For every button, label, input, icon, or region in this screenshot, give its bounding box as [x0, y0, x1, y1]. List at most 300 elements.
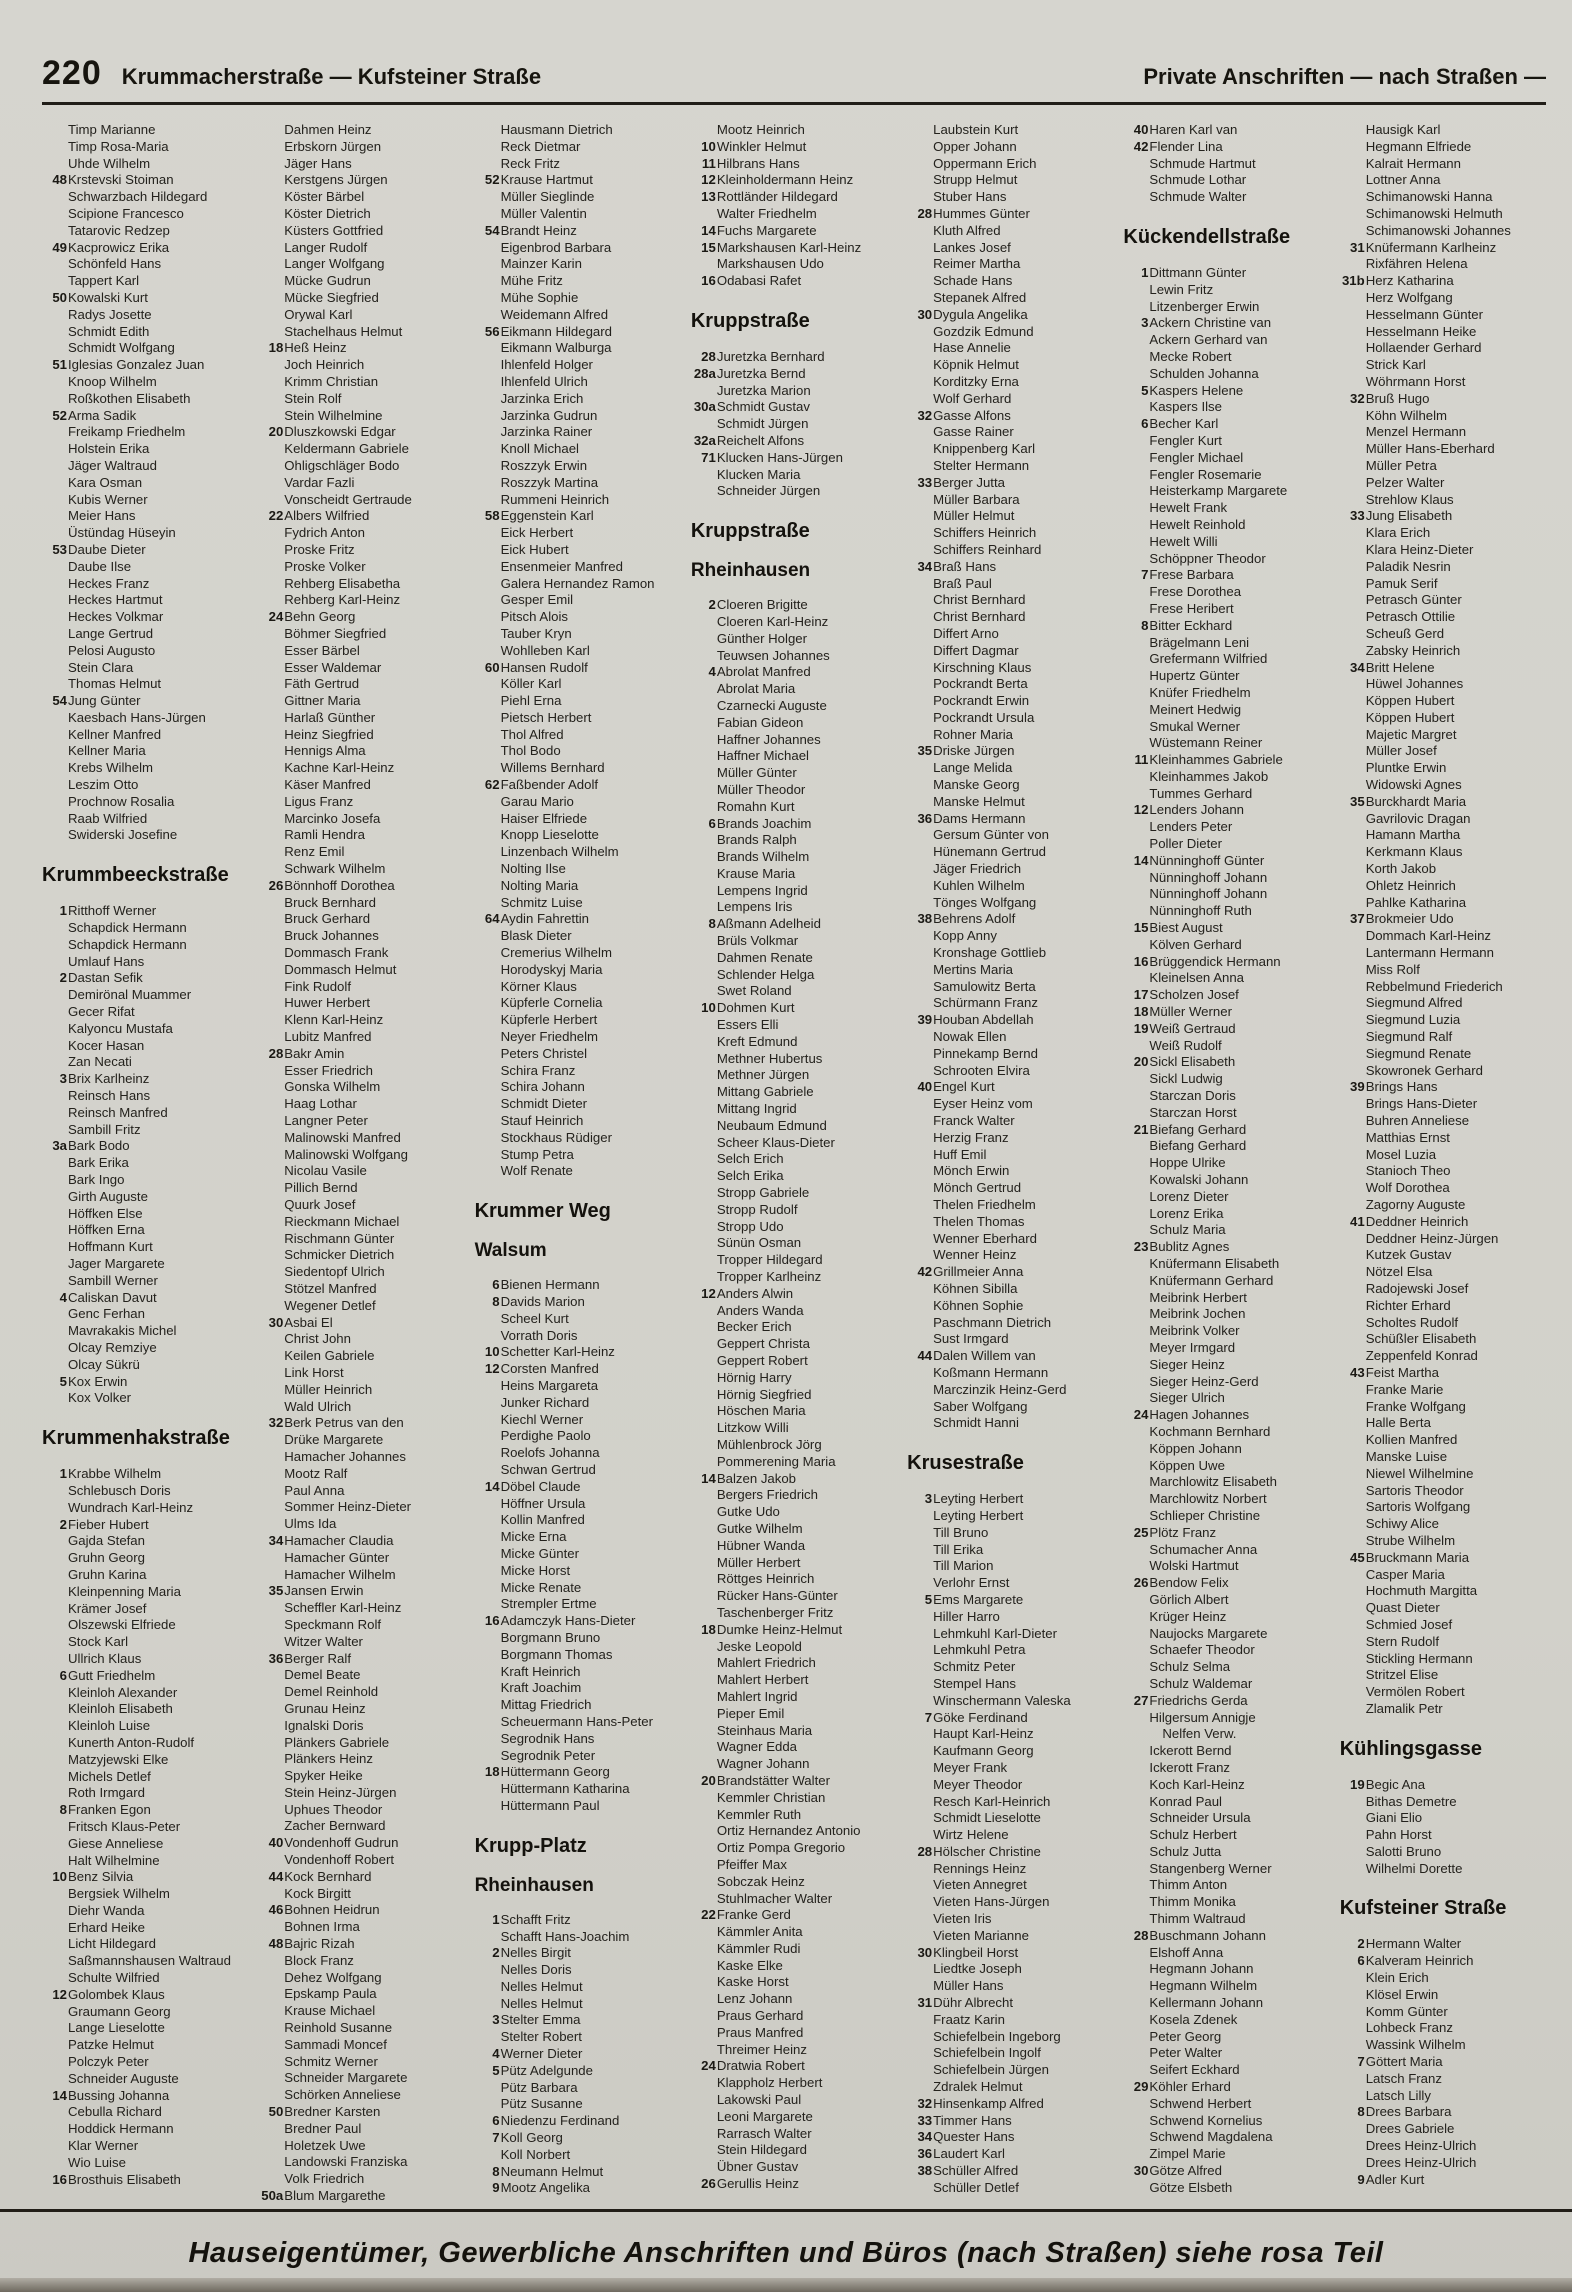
entry — [475, 223, 681, 240]
house-number — [42, 727, 67, 744]
resident-name: Girth Auguste — [68, 1188, 148, 1204]
resident-name: Nötzel Elsa — [1365, 1264, 1433, 1280]
entry — [42, 1256, 248, 1273]
entry — [42, 1853, 248, 1870]
resident-name: Asbai El — [284, 1314, 333, 1330]
resident-name: Müller Werner — [1149, 1004, 1232, 1020]
resident-name: Bredner Karsten — [284, 2104, 381, 2120]
entry — [691, 1504, 897, 1521]
resident-name: Schmude Hartmut — [1149, 155, 1256, 171]
entry — [42, 2071, 248, 2088]
entry — [1340, 559, 1546, 576]
resident-name: Kellner Manfred — [68, 726, 162, 742]
resident-name: Stelter Emma — [500, 2012, 581, 2028]
house-number — [691, 1504, 716, 1521]
entry — [907, 844, 1113, 861]
resident-name: Vieten Hans-Jürgen — [933, 1894, 1050, 1910]
resident-name: Kleinhammes Gabriele — [1149, 752, 1283, 768]
resident-name: Göke Ferdinand — [933, 1709, 1028, 1725]
entry — [691, 1672, 897, 1689]
house-number — [42, 1054, 67, 1071]
house-number — [258, 1063, 283, 1080]
resident-name: Feist Martha — [1365, 1364, 1439, 1380]
entry — [1340, 1415, 1546, 1432]
house-number: 31 — [917, 1995, 933, 2011]
resident-name: Kopp Anny — [933, 928, 997, 944]
entry — [258, 1567, 464, 1584]
house-number — [691, 1605, 716, 1622]
resident-name: Hausmann Dietrich — [500, 122, 613, 137]
resident-name: Hermann Walter — [1365, 1936, 1462, 1952]
entry — [1340, 189, 1546, 206]
house-number — [1340, 1197, 1365, 1214]
resident-name: Peters Christel — [500, 1045, 588, 1061]
entry — [1123, 1525, 1329, 1542]
resident-name: Geppert Christa — [716, 1336, 810, 1352]
resident-name: Olcay Remziye — [68, 1339, 157, 1355]
resident-name: Gutke Udo — [716, 1504, 780, 1520]
house-number — [691, 698, 716, 715]
house-number — [258, 1298, 283, 1315]
resident-name: Bublitz Agnes — [1149, 1239, 1230, 1255]
house-number — [475, 576, 500, 593]
resident-name: Lempens Iris — [716, 899, 793, 915]
entry — [1340, 424, 1546, 441]
entry — [691, 1807, 897, 1824]
entry — [691, 1151, 897, 1168]
house-number — [1123, 1374, 1148, 1391]
entry — [258, 1113, 464, 1130]
resident-name: Strehlow Klaus — [1365, 491, 1454, 507]
house-number — [1123, 1794, 1148, 1811]
house-number — [42, 256, 67, 273]
resident-name: Kluth Alfred — [933, 222, 1001, 238]
entry — [475, 1079, 681, 1096]
house-number — [258, 1768, 283, 1785]
resident-name: Menzel Hermann — [1365, 424, 1467, 440]
house-number — [1340, 592, 1365, 609]
entry — [258, 1214, 464, 1231]
resident-name: Pockrandt Ursula — [933, 709, 1035, 725]
house-number — [475, 189, 500, 206]
entry — [1340, 1096, 1546, 1113]
resident-name: Demirönal Muammer — [68, 987, 192, 1003]
house-number — [258, 1667, 283, 1684]
entry — [1123, 450, 1329, 467]
entry — [258, 374, 464, 391]
entry — [42, 1886, 248, 1903]
resident-name: Kaske Elke — [716, 1957, 783, 1973]
entry — [1123, 1676, 1329, 1693]
entry — [1340, 475, 1546, 492]
house-number: 8 — [708, 916, 716, 932]
entry — [42, 1970, 248, 1987]
house-number — [42, 1038, 67, 1055]
entry — [42, 307, 248, 324]
entry — [1340, 1197, 1546, 1214]
resident-name: Engel Kurt — [933, 1079, 995, 1095]
entry — [691, 1437, 897, 1454]
entry — [907, 1659, 1113, 1676]
entry — [475, 1328, 681, 1345]
entry — [475, 1445, 681, 1462]
house-number — [1340, 945, 1365, 962]
resident-name: Käser Manfred — [284, 777, 371, 793]
resident-name: Wegener Detlef — [284, 1297, 376, 1313]
entry — [907, 1382, 1113, 1399]
entry — [258, 1970, 464, 1987]
resident-name: Hüttermann Katharina — [500, 1781, 630, 1797]
resident-name: Hünemann Gertrud — [933, 844, 1047, 860]
house-number — [1340, 626, 1365, 643]
resident-name: Lenz Johann — [716, 1991, 793, 2007]
entry — [258, 626, 464, 643]
house-number — [258, 2054, 283, 2071]
entry — [1123, 1357, 1329, 1374]
house-number — [907, 844, 932, 861]
resident-name: Eyser Heinz vom — [933, 1096, 1033, 1112]
resident-name: Quurk Josef — [284, 1197, 356, 1212]
resident-name: Umlauf Hans — [68, 953, 145, 969]
resident-name: Strupp Helmut — [933, 172, 1018, 188]
resident-name: Klara Erich — [1365, 525, 1431, 541]
house-number — [42, 1239, 67, 1256]
resident-name: Schönfeld Hans — [68, 256, 162, 272]
entry — [475, 609, 681, 626]
entry — [1340, 1684, 1546, 1701]
house-number — [475, 861, 500, 878]
house-number — [258, 492, 283, 509]
resident-name: Döbel Claude — [500, 1478, 581, 1494]
house-number — [42, 2004, 67, 2021]
entry — [42, 1920, 248, 1937]
entry — [42, 1936, 248, 1953]
entry — [475, 206, 681, 223]
resident-name: Diehr Wanda — [68, 1902, 145, 1918]
house-number: 15 — [1133, 920, 1149, 936]
entry — [907, 777, 1113, 794]
house-number — [258, 172, 283, 189]
column-4 — [691, 122, 897, 2205]
house-number — [907, 1810, 932, 1827]
house-number — [1123, 1777, 1148, 1794]
resident-name: Pietsch Herbert — [500, 709, 592, 725]
house-number: 40 — [268, 1835, 284, 1851]
house-number: 52 — [52, 407, 67, 423]
entry — [258, 1331, 464, 1348]
house-number — [691, 483, 716, 500]
house-number — [1340, 1794, 1365, 1811]
house-number — [42, 1357, 67, 1374]
entry — [1123, 1306, 1329, 1323]
resident-name: Hansen Rudolf — [500, 659, 588, 675]
entry — [907, 1542, 1113, 1559]
house-number — [691, 2142, 716, 2159]
house-number — [1123, 551, 1148, 568]
entry — [475, 576, 681, 593]
resident-name: Davids Marion — [500, 1294, 585, 1309]
resident-name: Schmitz Werner — [284, 2053, 378, 2069]
entry — [258, 1718, 464, 1735]
house-number: 49 — [52, 239, 67, 255]
house-number — [475, 1697, 500, 1714]
resident-name: Schüßler Elisabeth — [1365, 1331, 1477, 1347]
entry — [42, 189, 248, 206]
entry — [475, 559, 681, 576]
house-number — [258, 794, 283, 811]
entry — [1340, 2004, 1546, 2021]
resident-name: Rücker Hans-Günter — [716, 1588, 838, 1604]
resident-name: Tropper Karlheinz — [716, 1269, 822, 1285]
resident-name: Hüwel Johannes — [1365, 676, 1464, 692]
house-number — [42, 2138, 67, 2155]
entry — [1123, 1407, 1329, 1424]
entry — [258, 223, 464, 240]
entry — [475, 542, 681, 559]
entry — [475, 324, 681, 341]
house-number: 1 — [492, 1911, 500, 1927]
house-number — [42, 1021, 67, 1038]
resident-name: Reinsch Manfred — [68, 1104, 168, 1120]
entry — [1340, 643, 1546, 660]
resident-name: Britt Helene — [1365, 659, 1435, 675]
entry — [258, 1298, 464, 1315]
resident-name: Fink Rudolf — [284, 978, 351, 994]
house-number — [258, 979, 283, 996]
house-number — [1123, 836, 1148, 853]
resident-name: Thomas Helmut — [68, 676, 162, 692]
entry — [475, 1680, 681, 1697]
house-number: 26 — [1133, 1575, 1149, 1591]
entry — [1340, 1617, 1546, 1634]
entry-continuation — [1123, 1726, 1329, 1743]
street-heading: Krummenhakstraße — [42, 1427, 230, 1450]
house-number — [907, 542, 932, 559]
house-number: 12 — [701, 1285, 716, 1301]
resident-name: Radys Josette — [68, 306, 152, 322]
resident-name: Laudert Karl — [933, 2146, 1005, 2162]
house-number — [1340, 844, 1365, 861]
house-number — [475, 1996, 500, 2013]
entry — [258, 408, 464, 425]
house-number — [258, 2037, 283, 2054]
house-number: 20 — [1133, 1054, 1149, 1070]
resident-name: Prochnow Rosalia — [68, 793, 175, 809]
resident-name: Krämer Josef — [68, 1600, 147, 1616]
resident-name: Konrad Paul — [1149, 1793, 1222, 1809]
entry — [1123, 1189, 1329, 1206]
entry — [42, 1617, 248, 1634]
resident-name: Aydin Fahrettin — [500, 911, 590, 927]
house-number — [42, 710, 67, 727]
entry — [907, 1113, 1113, 1130]
entry — [691, 256, 897, 273]
house-number — [1340, 2088, 1365, 2105]
entry — [1340, 878, 1546, 895]
house-number — [907, 576, 932, 593]
resident-name: Lenders Johann — [1149, 802, 1244, 818]
house-number — [691, 1252, 716, 1269]
house-number — [258, 2121, 283, 2138]
resident-name: Mootz Heinrich — [716, 122, 805, 137]
house-number: 34 — [1350, 659, 1365, 675]
entry — [258, 273, 464, 290]
entry — [42, 1021, 248, 1038]
house-number — [42, 777, 67, 794]
entry — [691, 648, 897, 665]
house-number — [691, 1655, 716, 1672]
house-number — [1123, 1172, 1148, 1189]
house-number: 32 — [268, 1415, 284, 1431]
entry — [475, 1748, 681, 1765]
resident-name: Wolf Gerhard — [933, 390, 1012, 406]
entry — [1123, 1290, 1329, 1307]
resident-name: Görlich Albert — [1149, 1591, 1229, 1607]
entry — [1340, 542, 1546, 559]
house-number — [1123, 702, 1148, 719]
resident-name: Schira Johann — [500, 1079, 585, 1095]
entry — [1123, 987, 1329, 1004]
entry — [691, 2075, 897, 2092]
house-number — [475, 307, 500, 324]
resident-name: Meibrink Jochen — [1149, 1306, 1246, 1322]
entry — [475, 240, 681, 257]
entry — [258, 2138, 464, 2155]
house-number — [907, 2029, 932, 2046]
entry — [258, 1449, 464, 1466]
house-number — [907, 1894, 932, 1911]
entry — [1123, 1004, 1329, 1021]
resident-name: Schmidt Lieselotte — [933, 1810, 1041, 1826]
entry — [1123, 1911, 1329, 1928]
resident-name: Bark Ingo — [68, 1172, 125, 1188]
resident-name: Cremerius Wilhelm — [500, 945, 612, 961]
entry — [1340, 743, 1546, 760]
entry — [907, 2129, 1113, 2146]
resident-name: Kellner Maria — [68, 743, 146, 759]
entry — [258, 1735, 464, 1752]
resident-name: Ensenmeier Manfred — [500, 558, 623, 574]
entry — [1340, 844, 1546, 861]
resident-name: Kellermann Johann — [1149, 1995, 1264, 2011]
resident-name: Iglesias Gonzalez Juan — [68, 357, 205, 373]
house-number — [1340, 979, 1365, 996]
resident-name: Mühe Sophie — [500, 289, 579, 305]
entry — [475, 995, 681, 1012]
entry — [258, 2054, 464, 2071]
house-number: 31b — [1341, 273, 1365, 289]
entry — [1340, 340, 1546, 357]
entry — [907, 1911, 1113, 1928]
entry — [475, 424, 681, 441]
house-number — [907, 240, 932, 257]
house-number — [1123, 1609, 1148, 1626]
resident-name: Hewelt Reinhold — [1149, 516, 1246, 532]
house-number: 5 — [924, 1591, 933, 1607]
house-number — [475, 962, 500, 979]
resident-name: Sünün Osman — [716, 1235, 802, 1251]
house-number — [42, 1155, 67, 1172]
entry — [691, 206, 897, 223]
resident-name: Hoffmann Kurt — [68, 1239, 153, 1255]
entry — [475, 1378, 681, 1395]
entry — [907, 458, 1113, 475]
entry — [691, 1991, 897, 2008]
house-number — [475, 945, 500, 962]
house-number — [1123, 651, 1148, 668]
entry — [258, 2037, 464, 2054]
entry — [1340, 895, 1546, 912]
house-number — [1340, 1012, 1365, 1029]
house-number: 6 — [708, 815, 716, 831]
resident-name: Meyer Frank — [933, 1759, 1008, 1775]
entry — [907, 172, 1113, 189]
house-number — [907, 861, 932, 878]
resident-name: Dahmen Heinz — [284, 122, 372, 137]
street-heading: Krusestraße — [907, 1452, 1024, 1475]
entry — [258, 1651, 464, 1668]
resident-name: Fritsch Klaus-Peter — [68, 1818, 181, 1834]
house-number — [258, 1382, 283, 1399]
house-number — [907, 1382, 932, 1399]
entry — [907, 576, 1113, 593]
column-5 — [907, 122, 1113, 2205]
entry — [475, 861, 681, 878]
entry — [1340, 1861, 1546, 1878]
house-number — [1123, 886, 1148, 903]
entry — [42, 1206, 248, 1223]
entry — [691, 1538, 897, 1555]
resident-name: Schulte Wilfried — [68, 1970, 160, 1986]
resident-name: Kalrait Hermann — [1365, 155, 1461, 171]
house-number — [1123, 1995, 1148, 2012]
entry — [1123, 836, 1329, 853]
house-number: 54 — [484, 222, 500, 238]
resident-name: Resch Karl-Heinrich — [933, 1793, 1051, 1809]
entry — [1340, 1113, 1546, 1130]
house-number — [907, 1558, 932, 1575]
entry — [1340, 172, 1546, 189]
resident-name: Wilhelmi Dorette — [1365, 1860, 1463, 1876]
house-number — [907, 1063, 932, 1080]
entry — [258, 794, 464, 811]
entry — [42, 156, 248, 173]
resident-name: Peter Walter — [1149, 2045, 1223, 2061]
resident-name: Tönges Wolfgang — [933, 894, 1037, 910]
house-number — [42, 2104, 67, 2121]
entry — [691, 122, 897, 139]
house-number: 6 — [1357, 1953, 1365, 1969]
house-number — [907, 592, 932, 609]
entry — [475, 2164, 681, 2181]
resident-name: Mühlenbrock Jörg — [716, 1436, 822, 1452]
resident-name: Opper Johann — [933, 138, 1017, 154]
resident-name: Schimanowski Johannes — [1365, 222, 1511, 238]
entry — [907, 743, 1113, 760]
resident-name: Deddner Heinz-Jürgen — [1365, 1230, 1499, 1246]
house-number — [258, 2020, 283, 2037]
entry — [1340, 861, 1546, 878]
entry — [258, 1466, 464, 1483]
house-number: 16 — [701, 273, 716, 289]
entry — [475, 1714, 681, 1731]
house-number — [258, 1214, 283, 1231]
entry — [475, 475, 681, 492]
entry — [691, 1739, 897, 1756]
house-number — [42, 576, 67, 593]
entry — [907, 878, 1113, 895]
entry — [907, 1810, 1113, 1827]
